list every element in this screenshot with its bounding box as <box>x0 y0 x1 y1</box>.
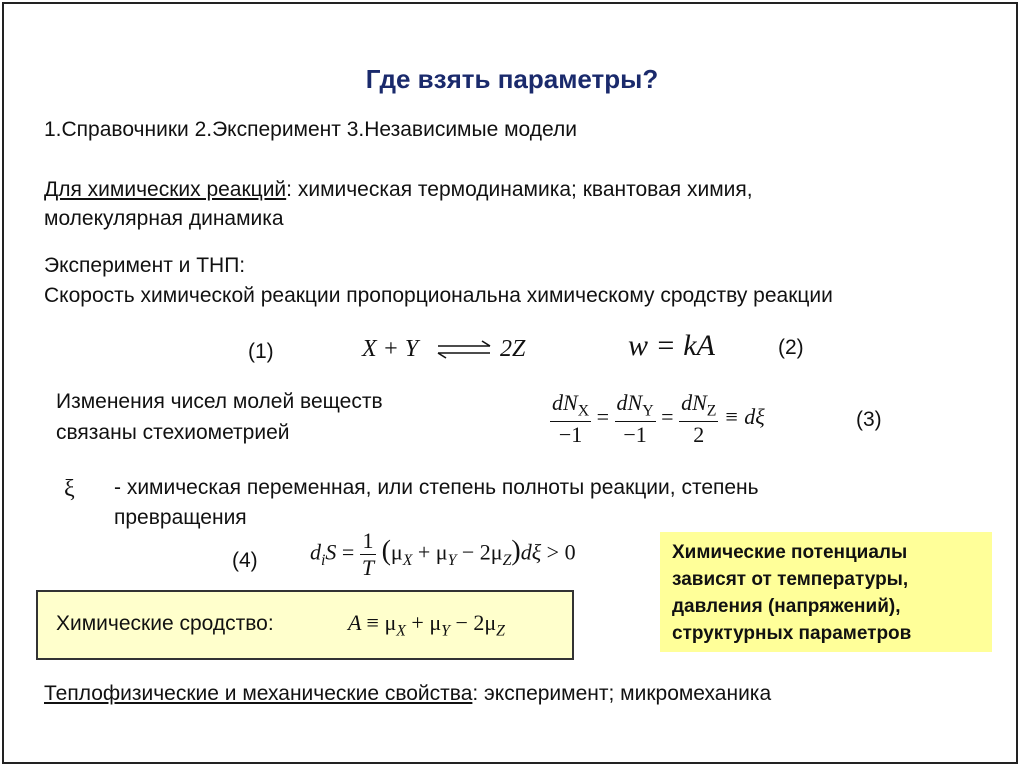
chemical-potentials-note <box>660 532 992 652</box>
eq4-expression: $d_iS$ = $\frac{1}{T}$ $(\mu_X + \mu_Y - 2\mu_Z)d\xi > 0$ <box>310 528 576 580</box>
affinity-box <box>36 590 574 660</box>
sources-list: 1.Справочники 2.Эксперимент 3.Независимые модели <box>44 118 577 141</box>
note-line2: зависят от температуры, <box>672 569 909 590</box>
eq3-num3: dN <box>681 390 707 415</box>
eq1-rhs: 2Z <box>500 336 526 362</box>
chem-reactions-line2: молекулярная динамика <box>44 207 284 230</box>
affinity-formula: $A \equiv \mu_X + \mu_Y - 2\mu_Z$ <box>348 610 505 640</box>
note-line1: Химические потенциалы <box>672 542 908 563</box>
eq3-den1: −1 <box>558 421 583 447</box>
eq3-den3: 2 <box>693 421 705 447</box>
eq3-den2: −1 <box>623 421 647 447</box>
thermo-text: : эксперимент; микромеханика <box>472 682 772 705</box>
experiment-heading: Эксперимент и ТНП: <box>44 254 246 277</box>
slide <box>2 2 1018 764</box>
note-line4: структурных параметров <box>672 623 912 644</box>
moles-line2: связаны стехиометрией <box>56 421 290 444</box>
thermo-label: Теплофизические и механические свойства <box>44 682 473 705</box>
eq3-tail: ≡ dξ <box>723 403 765 429</box>
eq2-number: (2) <box>778 336 804 359</box>
affinity-label: Химические сродство: <box>56 612 274 635</box>
xi-definition-line1: - химическая переменная, или степень полноты реакции, степень <box>114 476 759 499</box>
note-line3: давления (напряжений), <box>672 596 901 617</box>
eq3-expression: $\frac{dN_X}{-1}$ = $\frac{dN_Y}{-1}$ = $\frac{dN_Z}{2}$ ≡ dξ <box>552 390 765 447</box>
eq1-number: (1) <box>248 340 274 363</box>
eq3-sub3: Z <box>706 402 717 420</box>
eq3-num2: dN <box>616 390 643 415</box>
eq3-number: (3) <box>856 408 882 431</box>
eq1-lhs: X + Y <box>362 336 419 362</box>
slide-title: Где взять параметры? <box>365 64 659 94</box>
moles-line1: Изменения чисел молей веществ <box>56 390 383 413</box>
eq3-sub1: X <box>577 402 590 420</box>
chem-reactions-line <box>44 178 753 202</box>
eq2-expression: w = kA <box>628 329 715 362</box>
experiment-statement: Скорость химической реакции пропорциональна химическому сродству реакции <box>44 284 833 307</box>
chem-reactions-text: : химическая термодинамика; квантовая химия, <box>286 178 753 201</box>
eq3-num1: dN <box>552 390 578 415</box>
equilibrium-arrows-icon <box>436 340 494 360</box>
eq4-number: (4) <box>232 549 258 572</box>
eq3-sub2: Y <box>642 402 654 420</box>
chem-reactions-label: Для химических реакций <box>44 178 287 201</box>
thermo-line <box>44 682 771 706</box>
xi-definition-line2: превращения <box>114 506 247 529</box>
xi-symbol: ξ <box>64 476 75 502</box>
